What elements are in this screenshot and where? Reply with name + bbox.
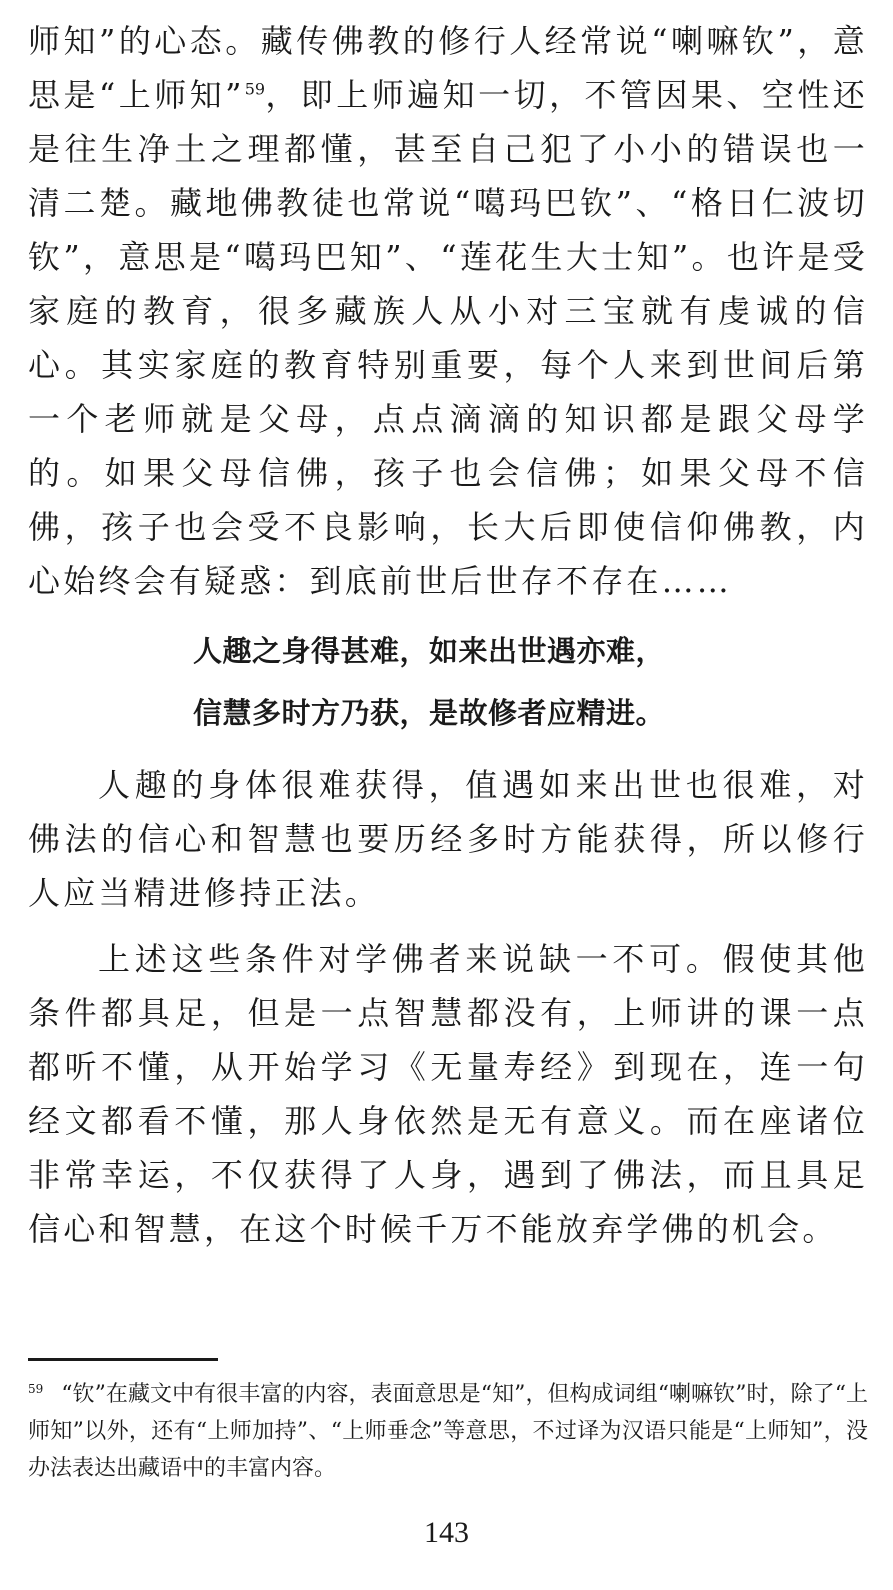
page-number: 143 (424, 1516, 469, 1549)
paragraph-gap (28, 920, 868, 932)
paragraph-2: 人趣的身体很难获得，值遇如来出世也很难，对佛法的信心和智慧也要历经多时方能获得，所以修行人应当精进修持正法。 (28, 766, 868, 912)
verse-line-2: 信慧多时方乃获，是故修者应精进。 (193, 696, 666, 730)
footnote-divider (28, 1358, 218, 1361)
footnote-text: “钦”在藏文中有很丰富的内容，表面意思是“知”，但构成词组“喇嘛钦”时，除了“上师知”以外，还有“上师加持”、“上师垂念”等意思，不过译为汉语只能是“上师知”，没办法表达出藏语中的丰富内容。 (28, 1382, 868, 1481)
paragraph-3: 上述这些条件对学佛者来说缺一不可。假使其他条件都具足，但是一点智慧都没有，上师讲的课一点都听不懂，从开始学习《无量寿经》到现在，连一句经文都看不懂，那人身依然是无有意义。而在座诸位非常幸运，不仅获得了人身，遇到了佛法，而且具足信心和智慧，在这个时候千万不能放弃学佛的机会。 (28, 940, 868, 1248)
verse-line-1: 人趣之身得甚难，如来出世遇亦难， (193, 634, 666, 668)
page-body (28, 14, 868, 1256)
footnote-number: 59 (28, 1381, 44, 1396)
paragraph-1 (28, 14, 868, 608)
paragraph-1-text-b: ，即上师遍知一切，不管因果、空性还是往生净土之理都懂，甚至自己犯了小小的错误也一清二楚。藏地佛教徒也常说“噶玛巴钦”、“格日仁波切钦”，意思是“噶玛巴知”、“莲花生大士知”。也许是受家庭的教育，很多藏族人从小对三宝就有虔诚的信心。其实家庭的教育特别重要，每个人来到世间后第一个老师就是父母，点点滴滴的知识都是跟父母学的。如果父母信佛，孩子也会信佛；如果父母不信佛，孩子也会受不良影响，长大后即使信仰佛教，内心始终会有疑惑：到底前世后世存不存在…… (28, 76, 868, 600)
paragraph-1-text-a: 师知”的心态。藏传佛教的修行人经常说“喇嘛钦”，意思是“上师知” (28, 22, 868, 114)
footnote-reference[interactable]: 59 (244, 79, 266, 99)
footnote (28, 1376, 868, 1487)
